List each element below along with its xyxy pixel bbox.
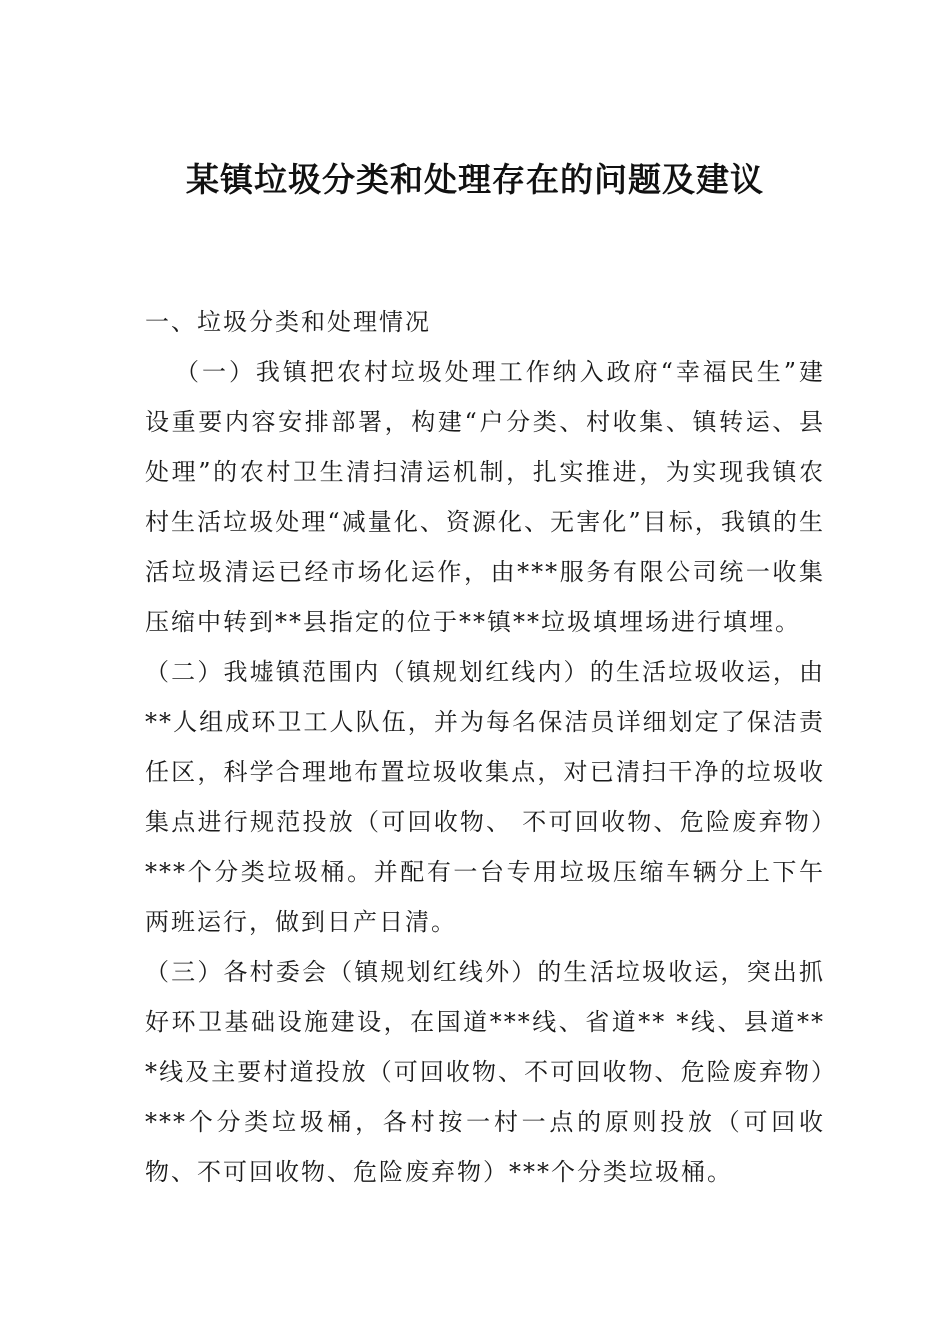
section-heading: 一、垃圾分类和处理情况 (145, 308, 431, 336)
document-body (145, 297, 825, 1197)
paragraph-3: （三）各村委会（镇规划红线外）的生活垃圾收运，突出抓好环卫基础设施建设，在国道***线、省道** *线、县道***线及主要村道投放（可回收物、不可回收物、危险废弃物）***个分类垃圾桶，各村按一村一点的原则投放（可回收物、不可回收物、危险废弃物）***个分类垃圾桶。 (145, 958, 825, 1186)
paragraph-2: （二）我墟镇范围内（镇规划红线内）的生活垃圾收运，由**人组成环卫工人队伍，并为每名保洁员详细划定了保洁责任区，科学合理地布置垃圾收集点，对已清扫干净的垃圾收集点进行规范投放（可回收物、 不可回收物、危险废弃物）***个分类垃圾桶。并配有一台专用垃圾压缩车辆分上下午两班运行，做到日产日清。 (145, 658, 825, 936)
paragraph-1: （一）我镇把农村垃圾处理工作纳入政府“幸福民生”建设重要内容安排部署，构建“户分类、村收集、镇转运、县处理”的农村卫生清扫清运机制，扎实推进，为实现我镇农村生活垃圾处理“减量化、资源化、无害化”目标，我镇的生活垃圾清运已经市场化运作，由***服务有限公司统一收集压缩中转到**县指定的位于**镇**垃圾填埋场进行填埋。 (145, 358, 825, 636)
document-title: 某镇垃圾分类和处理存在的问题及建议 (186, 160, 764, 199)
